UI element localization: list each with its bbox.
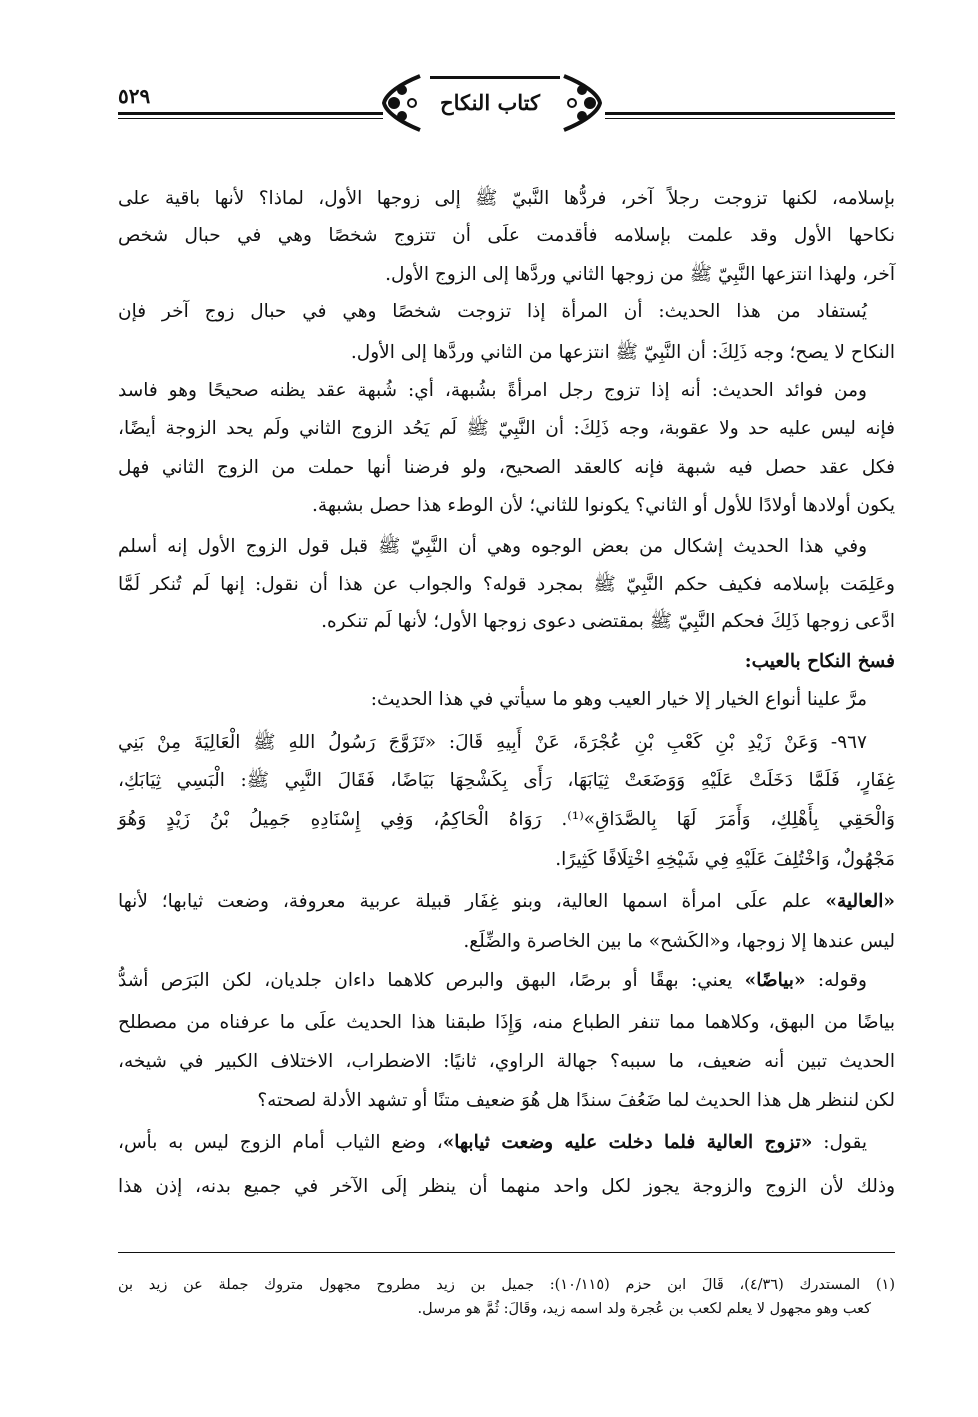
text-line (118, 1087, 895, 1115)
text-segment: بياضًا من البهق، وكلاهما مما تنفر الطباع منه، وَإِذَا طبقنا هذا الحديث علَى ما عرفناه من مصطلح (118, 1012, 895, 1033)
text-segment: وفي هذا الحديث إشكال من بعض الوجوه وهي أن النَّبِيّ ﷺ قبل قول الزوج الأول إنه أسلم (118, 536, 867, 557)
text-segment: وذلك لأن الزوج والزوجة يجوز لكل واحد منهما أن ينظر إلَى الآخر في جميع بدنه، إذن هذا (118, 1176, 895, 1197)
text-segment: غِفَارٍ، فَلَمَّا دَخَلَتْ عَلَيْهِ وَوَضَعَتْ ثِيَابَهَا، رَأَى بِكَشْحِهَا بَيَاضًا، فَقَالَ النَّبِي ﷺ: الْبَسِي ثِيَابَكِ، (118, 770, 895, 791)
text-segment: ، وضع الثياب أمام الزوج ليس به بأس، (118, 1132, 443, 1153)
text-line (118, 767, 895, 795)
text-segment: مَجْهُولٌ، وَاخْتُلِفَ عَلَيْهِ فِي شَيْخِهِ اخْتِلَافًا كَثِيرًا. (555, 849, 895, 870)
text-line (118, 967, 895, 995)
text-segment: لكن لننظر هل هذا الحديث لما ضَعُفَ سندًا هل هُوَ ضعيف متنًا أو تشهد الأدلة لصحته؟ (257, 1090, 895, 1111)
header-rule-right (605, 112, 895, 115)
text-segment: يعني: بهقًا أو برصًا، البهق والبرص كلاهما داءان جلديان، لكن البَرَص أشدُّ (118, 970, 745, 991)
text-segment: كعب وهو مجهول لا يعلم لكعب بن عُجرة ولد اسمه زيد، وقَالَ: ثُمَّ هو مرسل. (417, 1301, 871, 1317)
bold-term: «بياضًا» (744, 970, 806, 991)
bold-term: «تزوج العالية فلما دخلت عليه وضعت ثيابها» (442, 1132, 813, 1153)
text-line (118, 492, 895, 520)
text-segment: يكون أولادها أولادًا للأول أو الثاني؟ يكونوا للثاني؛ لأن الوطء هذا حصل بشبهة. (312, 495, 895, 516)
text-line (118, 806, 895, 834)
footnote-line (118, 1298, 895, 1320)
text-segment: ادَّعى زوجها ذَلِكَ فحكم النَّبِيّ ﷺ بمقتضى دعوى زوجها الأول؛ لأنها لَم تنكره. (321, 611, 895, 632)
text-segment: يُستفاد من هذا الحديث: أن المرأة إذا تزوجت شخصًا وهي في حبال زوج آخر فإن (118, 301, 867, 322)
text-line (118, 846, 895, 874)
text-segment: النكاح لا يصح؛ وجه ذَلِكَ: أن النَّبِيّ ﷺ انتزعها من الثاني وردَّها إلى الأول. (350, 342, 895, 363)
section-heading (118, 648, 895, 676)
text-line (118, 571, 895, 599)
text-segment: وقوله: (805, 970, 867, 991)
text-segment: فكل عقد حصل فيه شبهة فإنه كالعقد الصحيح، ولو فرضنا أنها حملت من الزوج الثاني فهل (118, 457, 895, 478)
text-segment: وَالْحَقِي بِأَهْلِكِ، وَأَمَرَ لَهَا بِالصَّدَاقِ»⁽¹⁾. رَوَاهُ الْحَاكِمُ، وَفِي إِسْنَادِهِ جَمِيلُ بْنُ زَيْدٍ وَهُوَ (118, 809, 895, 830)
header-rule-top (430, 76, 560, 79)
text-line (118, 1129, 895, 1157)
text-segment: ٩٦٧- وَعَنْ زَيْدِ بْنِ كَعْبِ بْنِ عُجْرَةَ، عَنْ أَبِيهِ قَالَ: «تَزَوَّجَ رَسُولُ اللهِ ﷺ الْعَالِيَةَ مِنْ بَنِي (118, 732, 867, 753)
text-line (118, 1009, 895, 1037)
text-line (118, 298, 895, 326)
text-line (118, 928, 895, 956)
text-segment: (١) المستدرك (٤/٣٦)، قَالَ ابن حزم (١٠/١١٥): جميل بن زيد مطروح مجهول متروك جملة عن زيد بن (118, 1277, 895, 1293)
text-line (118, 377, 895, 405)
text-segment: ليس عندها إلا زوجها، و«الكَشح» ما بين الخاصرة والضِّلَع. (463, 931, 895, 952)
running-title: كتاب النكاح (440, 90, 540, 115)
text-line (118, 729, 895, 757)
page-number: ٥٢٩ (118, 84, 151, 108)
text-line (118, 222, 895, 250)
text-line (118, 454, 895, 482)
text-segment: يقول: (812, 1132, 867, 1153)
text-segment: وعَلِمَت بإسلامه فكيف حكم النَّبِيّ ﷺ بمجرد قوله؟ والجواب عن هذا أن نقول: إنها لَم تُنكر لَمَّا (118, 574, 895, 595)
bold-term: فسخ النكاح بالعيب: (744, 651, 895, 672)
header-rule-left-thin (118, 118, 383, 119)
footnote-separator (118, 1252, 895, 1253)
footnote-line (118, 1274, 895, 1296)
text-line (118, 415, 895, 443)
header-rule-left (118, 112, 383, 115)
text-line (118, 1048, 895, 1076)
text-line (118, 339, 895, 367)
text-segment: مرَّ علينا أنواع الخيار إلا خيار العيب وهو ما سيأتي في هذا الحديث: (370, 689, 867, 710)
text-segment: علم علَى امرأة اسمها العالية، وبنو غِفَار قبيلة عربية معروفة، وضعت ثيابها؛ لأنها (118, 891, 826, 912)
bold-term: «العالية» (825, 891, 895, 912)
text-segment: ومن فوائد الحديث: أنه إذا تزوج رجل امرأةً بشُبهة، أي: شُبهة عقد يظنه صحيحًا وهو فاسد (118, 380, 867, 401)
text-segment: بإسلامه، لكنها تزوجت رجلاً آخر، فردُّها النَّبيّ ﷺ إلى زوجها الأول، لماذا؟ لأنها باقية على (118, 188, 895, 209)
text-line (118, 608, 895, 636)
text-line (118, 261, 895, 289)
text-line (118, 1173, 895, 1201)
text-line (118, 185, 895, 213)
text-line (118, 888, 895, 916)
text-segment: نكاحها الأول وقد علمت بإسلامه فأقدمت علَى أن تتزوج شخصًا وهي في حبال شخص (118, 225, 895, 246)
text-segment: آخر، ولهذا انتزعها النَّبِيّ ﷺ من زوجها الثاني وردَّها إلى الزوج الأول. (385, 264, 895, 285)
text-segment: فإنه ليس عليه حد ولا عقوبة، وجه ذَلِكَ: أن النَّبِيّ ﷺ لَم يَحُد الزوج الثاني ولَم يحد الزوجة أيضًا، (118, 418, 895, 439)
text-line (118, 686, 895, 714)
text-segment: الحديث تبين أنه ضعيف، ما سببه؟ جهالة الراوي، ثانيًا: الاضطراب، الاختلاف الكبير في شيخه، (118, 1051, 895, 1072)
text-line (118, 533, 895, 561)
header-rule-right-thin (605, 118, 895, 119)
